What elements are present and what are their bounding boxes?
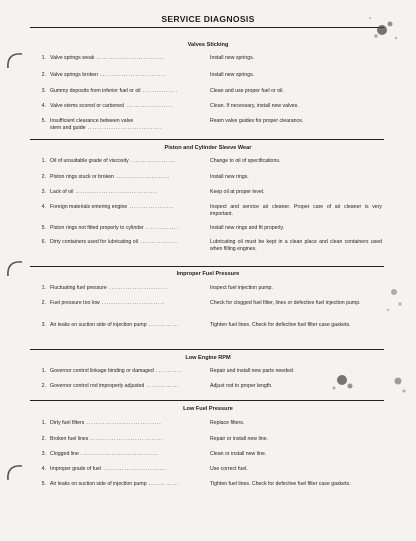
cause-line [50,466,200,473]
binder-hole-mark-top [2,50,24,72]
cause-line [50,436,200,443]
remedy-text: Tighten fuel lines. Check for defective fuel filter case gaskets. [210,322,351,328]
dot-leader: .................... [124,103,174,109]
dot-leader: ................................ [85,125,163,132]
dot-leader: ............................... [88,436,164,442]
cause-text [50,118,200,133]
cause-text [50,189,200,196]
cause-line [50,285,200,292]
cause-text [50,204,200,211]
remedy-text: Install new springs. [210,72,255,78]
remedy-text: Change to oil of specifications. [210,158,281,164]
cause-text [50,174,200,181]
dot-leader: ............................. [94,55,165,61]
cause-line-text: Valve springs weak [50,55,95,61]
cause-text [50,103,200,110]
remedy-text: Replace filters. [210,420,245,426]
item-number: 3. [41,322,46,328]
cause-line [50,103,200,110]
remedy-text: Keep oil at proper level. [210,189,265,195]
cause-line-text: Air leaks on suction side of injection pump [50,322,147,328]
section-divider-rule [30,266,384,267]
page-title: SERVICE DIAGNOSIS [161,14,255,24]
item-number: 6. [41,239,46,245]
section-heading: Improper Fuel Pressure [176,271,240,277]
cause-text [50,285,200,292]
cause-line [50,189,200,196]
item-number: 2. [41,174,46,180]
dot-leader: .............. [144,383,180,389]
title-rule [30,27,384,28]
cause-line [50,72,200,79]
remedy-text: Check for clogged fuel filter, lines or defective fuel injection pump. [210,300,361,306]
cause-text [50,436,200,443]
dot-leader: ............................ [98,72,166,78]
remedy-text: Inspect fuel injection pump. [210,285,273,291]
remedy-text: Lubricating oil must be kept in a clean place and clean containers used when filling engines. [210,239,382,253]
cause-line-text: Foreign materials entering engine [50,204,128,210]
cause-line-text: stem and guide [50,125,86,132]
section-divider-rule [30,139,384,140]
cause-text [50,72,200,79]
item-number: 3. [41,451,46,457]
remedy-text: Repair and install new parts needed. [210,368,295,374]
dot-leader: ................................... [73,189,158,195]
cause-line [50,383,200,390]
cause-line [50,55,200,62]
cause-line-text: Air leaks on suction side of injection pump [50,481,147,487]
item-number: 1. [41,285,46,291]
cause-text [50,300,200,307]
cause-line [50,225,200,232]
cause-line-text: Fuel pressure too low [50,300,100,306]
dot-leader: .............. [143,225,179,231]
cause-line-text: Improper grade of fuel [50,466,102,472]
cause-text [50,481,200,488]
item-number: 5. [41,481,46,487]
cause-line [50,368,200,375]
cause-line-text: Oil of unsuitable grade of viscosity [50,158,129,164]
dot-leader: ........................... [101,466,167,472]
item-number: 2. [41,383,46,389]
item-number: 2. [41,72,46,78]
section-divider-rule [30,400,384,401]
dot-leader: ......................... [106,285,168,291]
dot-leader: ................................. [78,451,159,457]
remedy-text: Tighten fuel lines. Check for defective fuel filter case gaskets. [210,481,351,487]
item-number: 1. [41,55,46,61]
cause-text [50,158,200,165]
dot-leader: ....................... [114,174,171,180]
cause-line-text: Governor control rod improperly adjusted [50,383,145,389]
section-heading: Low Fuel Pressure [183,406,233,412]
remedy-text: Repair or install new line. [210,436,268,442]
dot-leader: ................... [127,204,175,210]
cause-line [50,451,200,458]
item-number: 3. [41,189,46,195]
section-heading: Low Engine RPM [185,355,231,361]
item-number: 5. [41,118,46,124]
item-number: 2. [41,436,46,442]
section-divider-rule [30,349,384,350]
cause-line [50,300,200,307]
cause-text [50,451,200,458]
remedy-text: Clean. If necessary, install new valves. [210,103,299,109]
cause-line [50,420,200,427]
cause-line-text: Clogged line [50,451,79,457]
dot-leader: ................ [137,239,178,245]
cause-line-text: Broken fuel lines [50,436,89,442]
cause-text [50,466,200,473]
dot-leader: ............... [140,88,178,94]
cause-text [50,368,200,375]
dot-leader: ................... [128,158,176,164]
cause-line-text: Dirty fuel filters [50,420,85,426]
cause-line-text: Piston rings stuck or broken [50,174,115,180]
cause-line-text: Valve stems scored or carboned [50,103,125,109]
section-heading: Valves Sticking [187,42,229,48]
cause-text [50,383,200,390]
cause-text [50,225,200,232]
item-number: 2. [41,300,46,306]
remedy-text: Inspect and service air cleaner. Proper care of air cleaner is very important. [210,204,382,218]
dot-leader: ............. [146,322,180,328]
dot-leader: ................................ [84,420,162,426]
dot-leader: ............. [146,481,180,487]
item-number: 3. [41,88,46,94]
cause-text [50,239,200,246]
binder-hole-mark-bottom [2,462,24,484]
remedy-text: Install new rings and fit properly. [210,225,285,231]
cause-line-text: Dirty containers used for lubricating oil [50,239,138,245]
item-number: 4. [41,466,46,472]
cause-line-text: Lack of oil [50,189,74,195]
remedy-text: Install new rings. [210,174,249,180]
remedy-text: Clean or install new line. [210,451,267,457]
cause-text [50,420,200,427]
item-number: 5. [41,225,46,231]
cause-line [50,174,200,181]
cause-line [50,125,200,132]
remedy-text: Adjust rod to proper length. [210,383,273,389]
remedy-text: Use correct fuel. [210,466,248,472]
cause-line-text: Governor control linkage binding or damaged [50,368,154,374]
cause-line-text: Gummy deposits from inferior fuel or oil [50,88,141,94]
cause-line [50,239,200,246]
cause-line [50,204,200,211]
cause-line [50,481,200,488]
cause-text [50,88,200,95]
scan-smudge-edge [384,365,414,405]
cause-text [50,55,200,62]
item-number: 4. [41,204,46,210]
cause-line [50,118,200,125]
dot-leader: ........... [153,368,182,374]
cause-line-text: Valve springs broken [50,72,99,78]
item-number: 1. [41,158,46,164]
remedy-text: Install new springs. [210,55,255,61]
remedy-text: Ream valve guides for proper clearance. [210,118,304,124]
item-number: 4. [41,103,46,109]
cause-line [50,88,200,95]
cause-line-text: Piston rings not fitted properly to cylinder [50,225,144,231]
remedy-text: Clean and use proper fuel or oil. [210,88,284,94]
item-number: 1. [41,368,46,374]
section-heading: Piston and Cylinder Sleeve Wear [164,145,252,151]
cause-line-text: Fluctuating fuel pressure [50,285,107,291]
cause-line-text: Insufficient clearance between valve [50,118,134,124]
scan-smudge-top-right [352,6,412,56]
item-number: 1. [41,420,46,426]
cause-line [50,322,200,329]
cause-line [50,158,200,165]
cause-text [50,322,200,329]
dot-leader: ........................... [99,300,166,306]
